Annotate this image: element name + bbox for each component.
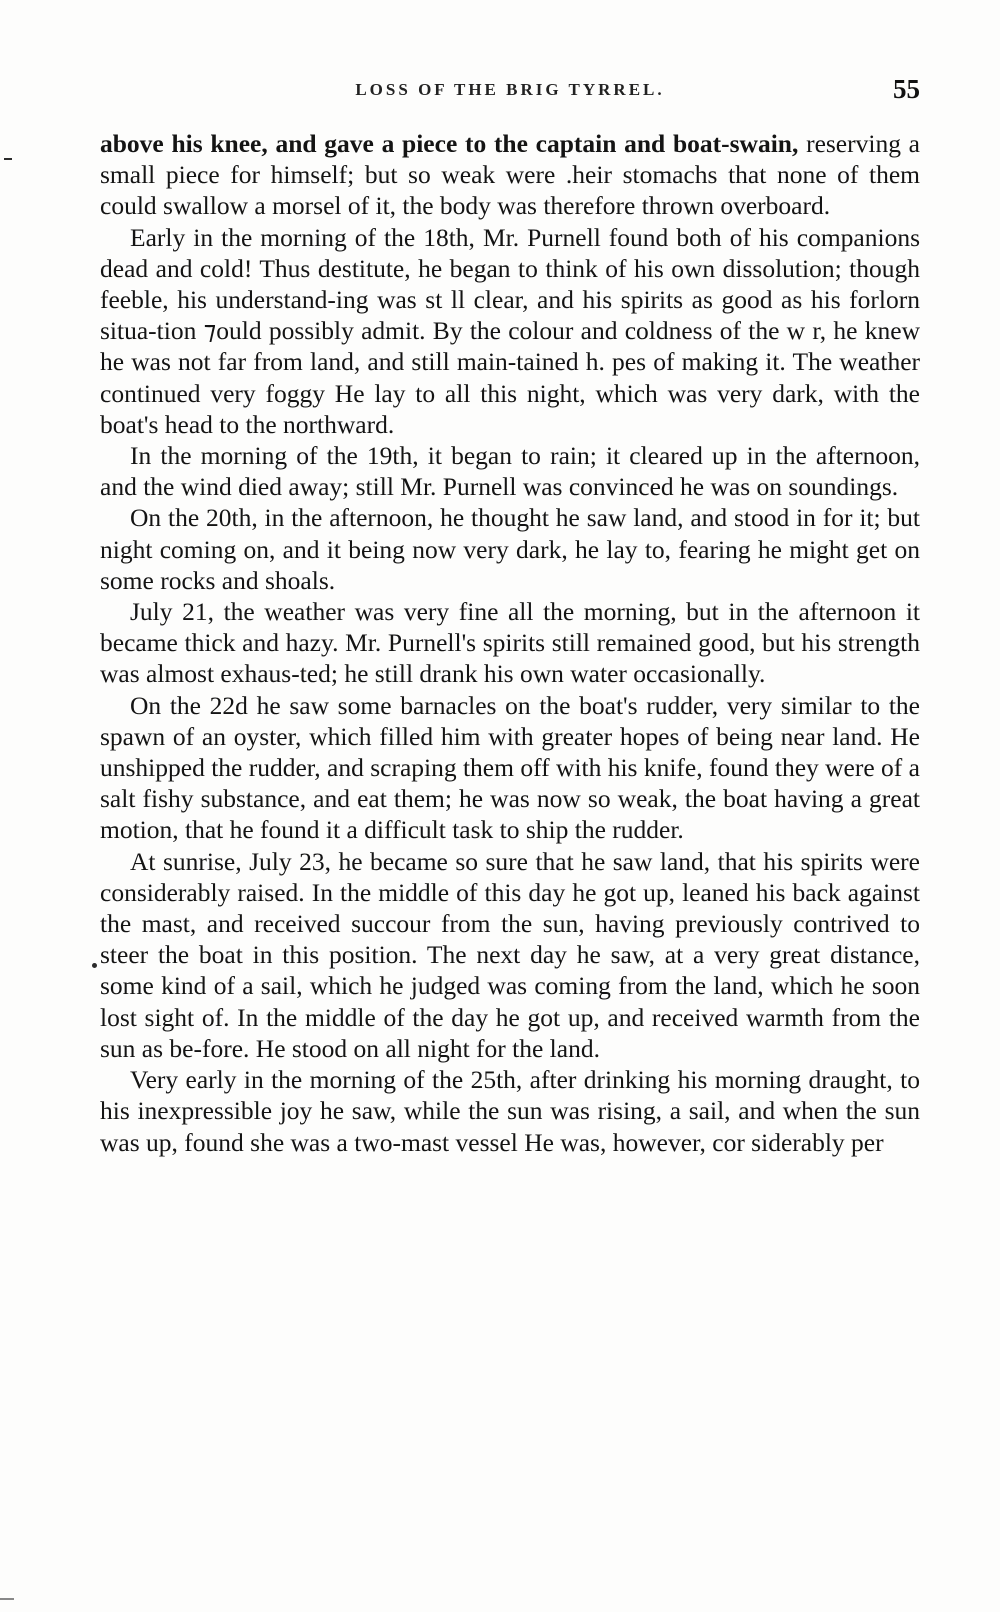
paragraph — [100, 596, 920, 690]
paragraph — [100, 222, 920, 440]
page-header — [100, 74, 920, 114]
margin-mark — [4, 158, 12, 160]
paragraph-text: On the 20th, in the afternoon, he thought he saw land, and stood in for it; but night coming on, and it being now very dark, he lay to, fearing he might get on some rocks and shoals. — [100, 503, 920, 595]
paragraph-text: reserving a small piece for himself; but so weak were .heir stomachs that none of them could swallow a morsel of it, the body was therefore thrown overboard. — [100, 129, 920, 221]
paragraph — [100, 128, 920, 222]
paragraph-text: Early in the morning of the 18th, Mr. Purnell found both of his companions dead and cold! Thus destitute, he began to think of his own dissolution; though feeble, his understand-ing was st ll clear, and his spirits as good as his forlorn situa-tion ⁊ould possibly admit. By the colour and coldness of the w r, he knew he was not far from land, and still main-tained h. pes of making it. The weather continued very foggy He lay to all this night, which was very dark, with the boat's head to the northward. — [100, 222, 920, 439]
running-title: LOSS OF THE BRIG TYRREL. — [355, 80, 665, 99]
paragraph-text: On the 22d he saw some barnacles on the boat's rudder, very similar to the spawn of an oyster, which filled him with greater hopes of being near land. He unshipped the rudder, and scraping them off with his knife, found they were of a salt fishy substance, and eat them; he was now so weak, the boat having a great motion, that he found it a difficult task to ship the rudder. — [100, 690, 920, 845]
paragraph — [100, 502, 920, 596]
paragraph — [100, 690, 920, 846]
paragraph-text: Very early in the morning of the 25th, after drinking his morning draught, to his inexpressible joy he saw, while the sun was rising, a sail, and when the sun was up, found she was a two-mast vessel He was, however, cor siderably per — [100, 1065, 920, 1157]
paragraph-text: At sunrise, July 23, he became so sure that he saw land, that his spirits were considerably raised. In the middle of this day he got up, leaned his back against the mast, and received succour from the sun, having previously contrived to steer the boat in this position. The next day he saw, at a very great distance, some kind of a sail, which he judged was coming from the land, which he soon lost sight of. In the middle of the day he got up, and received warmth from the sun as be-fore. He stood on all night for the land. — [100, 846, 920, 1063]
paragraph — [100, 846, 920, 1064]
paragraph — [100, 1064, 920, 1158]
paragraph-lead: above his knee, and gave a piece to the captain and boat-swain, — [100, 129, 799, 158]
body-text — [100, 128, 920, 1158]
page-number: 55 — [893, 74, 920, 104]
paragraph-text: July 21, the weather was very fine all the morning, but in the afternoon it became thick and hazy. Mr. Purnell's spirits still remained good, but his strength was almost exhaus-ted; he still drank his own water occasionally. — [100, 597, 920, 689]
margin-mark-bottom — [0, 1598, 14, 1600]
paragraph — [100, 440, 920, 502]
paragraph-text: In the morning of the 19th, it began to rain; it cleared up in the afternoon, and the wind died away; still Mr. Purnell was convinced he was on soundings. — [100, 441, 920, 502]
margin-dot — [92, 963, 97, 968]
